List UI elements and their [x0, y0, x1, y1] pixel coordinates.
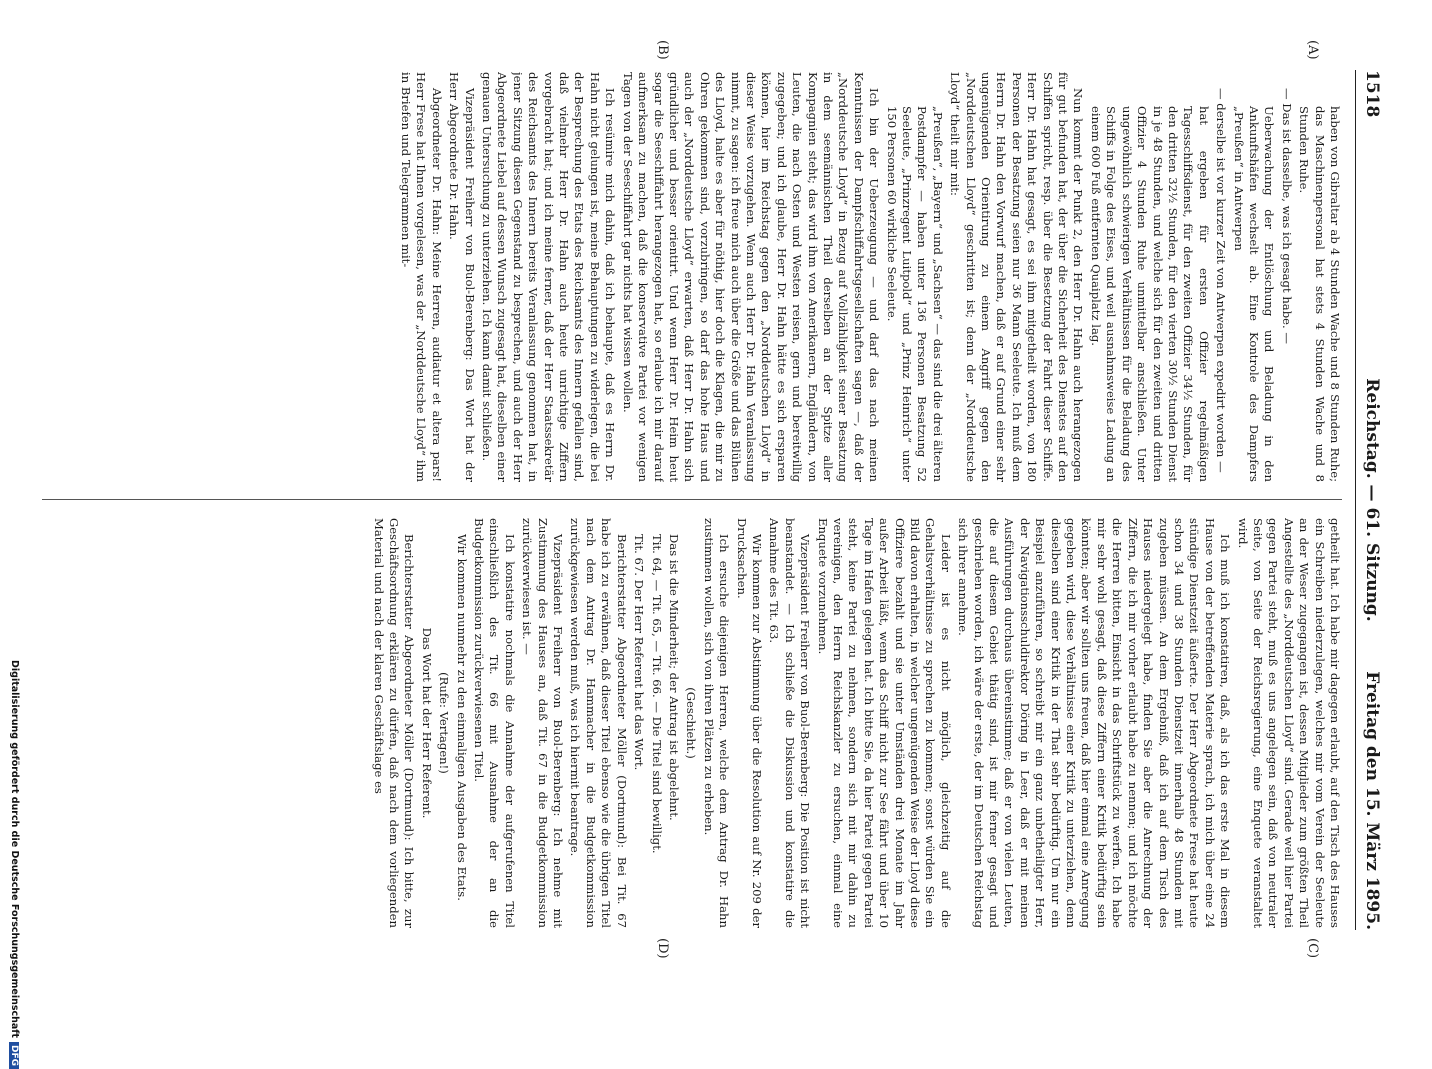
paragraph: Ich ersuche diejenigen Herren, welche dem Antrag Dr. Hahn zustimmen wollen, sich von ihren Plätzen zu erheben. [701, 518, 732, 928]
paragraph: Das Wort hat der Herr Referent. [419, 627, 434, 819]
dfg-logo: DFG [9, 1042, 19, 1069]
stage-direction: (Geschieht.) [684, 687, 699, 759]
paragraph: — derselbe ist vor kurzer Zeit von Antwerpen expedirt worden — [1214, 88, 1229, 473]
column-divider [42, 499, 1342, 500]
speaker-paragraph: Berichterstatter Abgeordneter Möller (Dortmund): Ich bitte, zur Geschäftsordnung erklären zu dürfen, daß nach dem vorliegenden Material und nach der klaren Geschäftslage es [371, 518, 417, 928]
paragraph: Wir kommen zur Abstimmung über die Resolution auf Nr. 209 der Drucksachen. [734, 518, 764, 928]
paragraph: — Das ist dasselbe, was ich gesagt habe. — [1279, 88, 1294, 344]
session-date: Freitag den 15. März 1895. [1362, 671, 1382, 930]
paragraph: Leider ist es nicht möglich, gleichzeitig auf die Gehaltsverhältnisse zu sprechen zu kommen; sonst würden Sie ein Bild davon erhalten, in welcher ungenügenden Weise der Lloyd diese Offiziere bezahlt und sie unter Umständen drei Monate im Jahr außer Arbeit läßt, wenn das Schiff nicht zur See fährt und über 10 Tage im Hafen gelegen hat. Ich bitte Sie, da hier Partei gegen Partei steht, keine Partei zu nehmen, sondern sich mit mir dahin zu vereinigen, den Herrn Reichskanzler zu ersuchen, einmal eine Enquete vorzunehmen. [815, 518, 953, 928]
paragraph: Ich muß ich konstatiren, daß, als ich das erste Mal in diesem Hause von der betreffenden Materie sprach, ich mich über eine 24 stündige Dienstzeit äußerte. Der Herr Abgeordnete Frese hat heute schon 34 und 38 Stunden Dienstzeit innerhalb 48 Stunden mit zugeben müssen. An dem Ergebniß, daß ich auf dem Tisch des Hauses niedergelegt habe, finden Sie aber die Anrechnung der Ziffern, die ich mir vorher erlaubt habe zu nennen; und ich möchte die Herren bitten, Einsicht in das Schriftstück zu werfen. Ich habe mir sehr wohl gesagt, daß diese Ziffern einer Kritik bedürftig sein könnten; aber wir sollten uns freuen, daß hier einmal eine Anregung gegeben wird, diese Verhältnisse einer Kritik zu unterziehen, denn dieselben sind einer Kritik in der That sehr bedürftig. Um nur ein Beispiel anzuführen, so schreibt mir ein ganz unbetheiligter Herr, der Navigationsschuldirektor Döring in Leer, daß er mit meinen Ausführungen durchaus übereinstimme; daß er von vielen Leuten, die auf diesem Gebiet thätig sind, ist mir ferner gesagt und geschrieben worden, ich wäre der erste, der im Deutschen Reichstag sich ihrer annehme. [956, 518, 1233, 928]
margin-mark-b: (B) [655, 40, 670, 60]
paragraph: Ich resümire mich dahin, daß ich behaupte, daß es Herrn Dr. Hahn nicht gelungen ist, meine Behauptungen zu widerlegen, die bei der Besprechung des Etats des Reichsamts des Innern gefallen sind, daß vielmehr Herr Dr. Hahn auch heute unrichtige Ziffern vorgebracht hat; und ich meine ferner, daß der Herr Staatssekretär des Reichsamts des Innern bereits Veranlassung genommen hat, in jener Sitzung diesen Gegenstand zu besprechen, und auch der Herr Abgeordnete Liebel auf dessen Wunsch zugesagt hat, dieselben einer genauen Untersuchung zu unterziehen. Ich kann damit schließen. [480, 72, 618, 482]
paragraph: Ueberwachung der Entlöschung und Beladung in den Ankunftshäfen wechselt ab. Eine Kontrole des Dampfers „Preußen“ in Antwerpen [1231, 106, 1277, 482]
stage-direction: (Rufe: Vertagen!) [437, 672, 452, 774]
speaker-paragraph: Vizepräsident Freiherr von Buol-Berenberg: Die Position ist nicht beanstandet. — Ich schließe die Diskussion und konstatire die Annahme des Tit. 63. [767, 518, 813, 928]
digitization-credit [9, 660, 20, 1069]
paragraph: Tit. 64, — Tit. 65, — Tit. 66. — Die Titel sind bewilligt. [649, 534, 664, 854]
margin-mark-d: (D) [655, 938, 670, 959]
speaker-paragraph: Berichterstatter Abgeordneter Möller (Dortmund): Bei Tit. 67 habe ich zu erwähnen, daß dieser Titel ebenso wie die übrigen Titel nach dem Antrag Dr. Hammacher in die Budgetkommission zurückgewiesen werden muß, was ich hiermit beantrage. [568, 518, 629, 928]
paragraph: Das ist die Minderheit; der Antrag ist abgelehnt. [666, 534, 681, 821]
paragraph: Wir kommen nunmehr zu den einmaligen Ausgaben des Etats. [454, 534, 469, 901]
paragraph: getheilt hat. Ich habe mir dagegen erlaubt, auf den Tisch des Hauses ein Schreiben niederzulegen, welches mir vom Verein der Seeleute an der Weser zugegangen ist, dessen Mitglieder zum größten Theil Angestellte des „Norddeutschen Lloyd“ sind. Gerade weil hier Partei gegen Partei steht, muß es uns angelegen sein, daß von neutraler Seite, von Seite der Reichsregierung, eine Enquete veranstaltet wird. [1235, 518, 1342, 928]
paragraph: Nun kommt der Punkt 2, den Herr Dr. Hahn auch herangezogen für gut befunden hat, der über die Sicherheit des Dienstes auf den Schiffen spricht, resp. über die Besetzung der Fahrt dieser Schiffe. Herr Dr. Hahn hat gesagt, es sei ihm mitgetheilt worden, von 180 Personen der Besatzung seien nur 36 Mann Seeleute. Ich muß dem Herrn Dr. Hahn den Vorwurf machen, daß er auf Grund einer sehr ungenügenden Orientirung zu einem Angriff gegen den „Norddeutschen Lloyd“ geschritten ist; denn der „Norddeutsche Lloyd“ theilt mir mit: [948, 72, 1086, 482]
credit-text: Digitalisierung gefördert durch die Deutsche Forschungsgemeinschaft [9, 660, 20, 1038]
paragraph: Ich bin der Ueberzeugung — und darf das nach meinen Kenntnissen der Dampfschiffahrtsgesellschaften sagen —, daß der „Norddeutsche Lloyd“ in Bezug auf Vollzähligkeit seiner Besatzung in dem seemännischen Theil derselben an der Spitze aller Kompagnien steht; das wird ihm von Amerikanern, Engländern, von Leuten, die nach Osten und Westen reisen, gern und bereitwillig zugegeben; und ich glaube, Herr Dr. Hahn hätte es sich ersparen können, hier im Reichstag gegen den „Norddeutschen Lloyd“ in dieser Weise vorzugehen. Wenn auch Herr Dr. Hahn Veranlassung nimmt, zu sagen: ich freue mich auch über die Größe und das Blühen des Lloyd, halte es aber für nöthig, hier doch die Klagen, die mir zu Ohren gekommen sind, vorzubringen, so darf das hohe Haus und auch der „Norddeutsche Lloyd“ erwarten, daß Herr Dr. Hahn sich gründlicher und besser orientirt. Und wenn Herr Dr. Heim heut sogar die Seeschiffahrt herangezogen hat, so erlaube ich mir darauf aufmerksam zu machen, daß die konservative Partei vor wenigen Tagen von der Seeschiffahrt gar nichts hat wissen wollen. [620, 72, 882, 482]
speaker-paragraph: Vizepräsident Freiherr von Buol-Berenberg: Das Wort hat der Herr Abgeordnete Dr. Hahn. [447, 72, 477, 482]
page-number: 1518 [1362, 70, 1382, 118]
margin-mark-c: (C) [1305, 938, 1320, 959]
page-header [1355, 70, 1382, 930]
paragraph: hat ergeben für ersten Offizier regelmäßigen Tagesschiffsdienst, für den zweiten Offizier 34½ Stunden, für den dritten 32½ Stunden, für den vierten 30½ Stunden Dienst in je 48 Stunden, und welche sich für den zweiten und dritten Offizier 4 Stunden Ruhe unmittelbar anschließen. Unter ungewöhnlich schwierigen Verhältnissen für die Beladung des Schiffs in Folge des Eises, und weil ausnahmsweise Ladung an einem 600 Fuß entfernten Quaiplatz lag. [1088, 106, 1211, 482]
speaker-paragraph: Vizepräsident Freiherr von Buol-Berenberg: Ich nehme mit Zustimmung des Hauses an, daß Tit. 67 in die Budgetkommission zurückverwiesen ist. — [520, 518, 566, 928]
paragraph: Tit. 67. Der Herr Referent hat das Wort. [632, 534, 647, 771]
margin-mark-a: (A) [1305, 40, 1320, 60]
left-column [42, 72, 1342, 482]
right-column [42, 518, 1342, 928]
paragraph: Ich konstatire nochmals die Annahme der aufgerufenen Titel einschließlich des Tit. 66 mit Ausnahme der an die Budgetkommission zurückverwiesenen Titel. [472, 518, 517, 928]
session-title: Reichstag. — 61. Sitzung. [1362, 378, 1382, 622]
paragraph: haben von Gibraltar ab 4 Stunden Wache und 8 Stunden Ruhe; das Maschinenpersonal hat stets 4 Stunden Wache und 8 Stunden Ruhe. [1297, 106, 1342, 482]
paragraph: „Preußen“, „Bayern“ und „Sachsen“ — das sind die drei älteren Postdampfer — haben unter 136 Personen Besatzung 52 Seeleute, „Prinzregent Luitpold“ und „Prinz Heinrich“ unter 150 Personen 60 wirkliche Seeleute. [884, 106, 945, 482]
speaker-paragraph: Abgeordneter Dr. Hahn: Meine Herren, audiatur et altera pars! Herr Frese hat Ihnen vorgelesen, was der „Norddeutsche Lloyd“ ihm in Briefen und Telegrammen mit- [399, 72, 444, 482]
